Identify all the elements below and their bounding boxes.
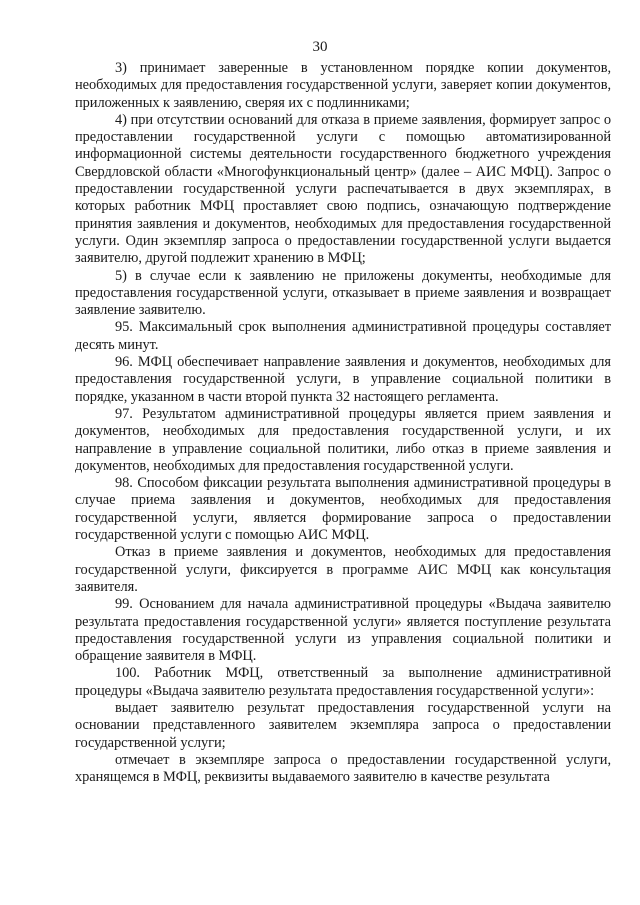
document-body (75, 60, 611, 786)
paragraph-item-4: 4) при отсутствии оснований для отказа в приеме заявления, формирует запрос о предоставлении государственной услуги с помощью автоматизированной информационной системы деятельности государственного бюджетного учреждения Свердловской области «Многофункциональный центр» (далее – АИС МФЦ). Запрос о предоставлении государственной услуги распечатывается в двух экземплярах, в которых работник МФЦ проставляет свою подпись, означающую подтверждение принятия заявления и документов, необходимых для предоставления государственной услуги. Один экземпляр запроса о предоставлении государственной услуги выдается заявителю, другой подлежит хранению в МФЦ; (75, 111, 611, 267)
paragraph-item-5: 5) в случае если к заявлению не приложены документы, необходимые для предоставления государственной услуги, отказывает в приеме заявления и возвращает заявление заявителю. (75, 267, 611, 319)
paragraph-100-marks: отмечает в экземпляре запроса о предоставлении государственной услуги, хранящемся в МФЦ, реквизиты выдаваемого заявителю в качестве результата (75, 751, 611, 786)
paragraph-98: 98. Способом фиксации результата выполнения административной процедуры в случае приема заявления и документов, необходимых для предоставления государственной услуги, является формирование запроса о предоставлении государственной услуги с помощью АИС МФЦ. (75, 475, 611, 544)
paragraph-98-refusal: Отказ в приеме заявления и документов, необходимых для предоставления государственной услуги, фиксируется в программе АИС МФЦ как консультация заявителя. (75, 544, 611, 595)
paragraph-95: 95. Максимальный срок выполнения административной процедуры составляет десять минут. (75, 319, 611, 353)
paragraph-item-3: 3) принимает заверенные в установленном порядке копии документов, необходимых для предоставления государственной услуги, заверяет копии документов, приложенных к заявлению, сверяя их с подлинниками; (75, 60, 611, 111)
paragraph-99: 99. Основанием для начала административной процедуры «Выдача заявителю результата предоставления государственной услуги» является поступление результата предоставления государственной услуги из управления социальной политики и обращение заявителя в МФЦ. (75, 596, 611, 665)
paragraph-96: 96. МФЦ обеспечивает направление заявления и документов, необходимых для предоставления государственной услуги, в управление социальной политики в порядке, указанном в части второй пункта 32 настоящего регламента. (75, 354, 611, 405)
paragraph-100: 100. Работник МФЦ, ответственный за выполнение административной процедуры «Выдача заявителю результата предоставления государственной услуги»: (75, 665, 611, 699)
page-number: 30 (312, 39, 328, 55)
paragraph-97: 97. Результатом административной процедуры является прием заявления и документов, необходимых для предоставления государственной услуги, и их направление в управление социальной политики, либо отказ в приеме заявления и документов, необходимых для предоставления государственной услуги. (75, 405, 611, 474)
paragraph-100-issues: выдает заявителю результат предоставления государственной услуги на основании представленного заявителем экземпляра запроса о предоставлении государственной услуги; (75, 699, 611, 751)
